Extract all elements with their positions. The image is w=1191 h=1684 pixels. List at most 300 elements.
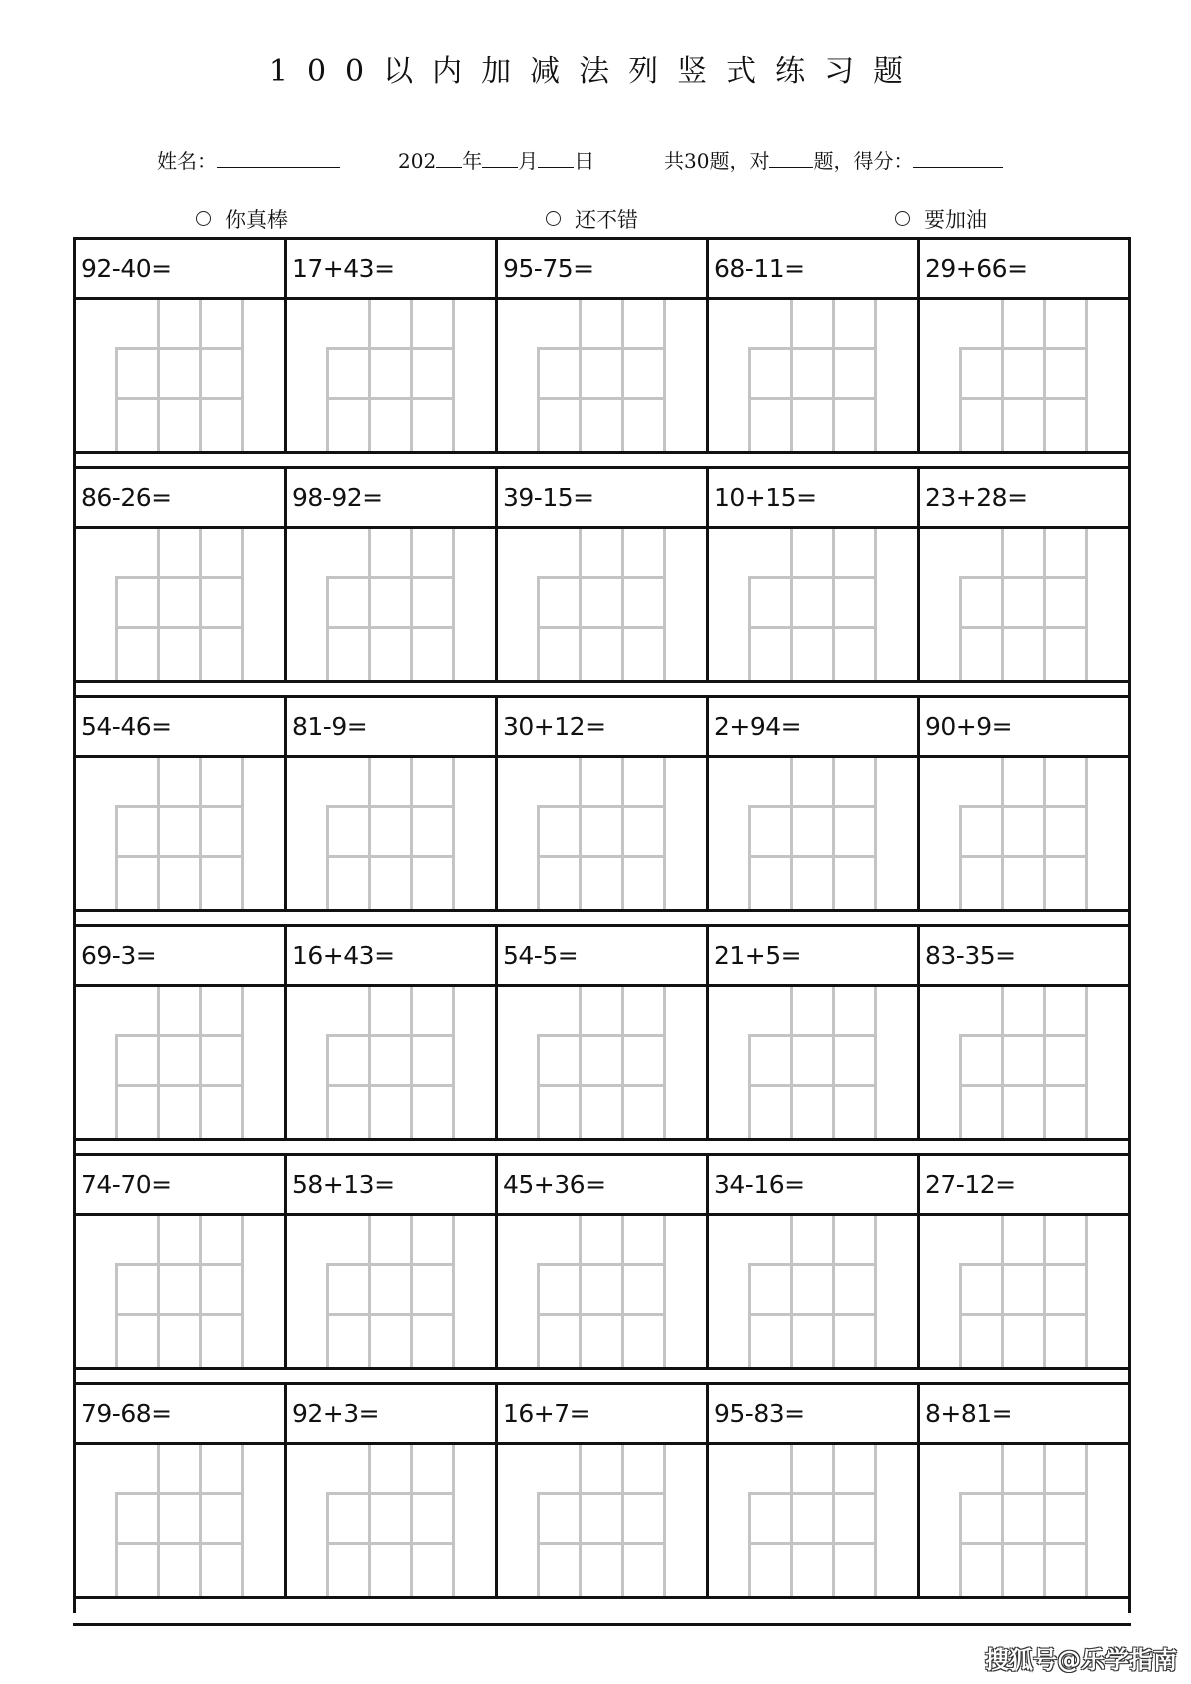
grid-line-vertical: [1085, 987, 1088, 1138]
grid-line-horizontal: [537, 397, 666, 400]
problem-expression: 27-12=: [925, 1170, 1016, 1199]
radio-circle-icon[interactable]: [895, 211, 910, 226]
problem-label-band: [920, 1153, 1128, 1216]
problem-cell: [495, 237, 706, 451]
worksheet-title: 100以内加减法列竖式练习题: [268, 54, 923, 89]
problem-label-band: [76, 1153, 284, 1216]
grid-line-horizontal: [537, 805, 666, 808]
problem-label-band: [709, 924, 917, 987]
grid-line-horizontal: [326, 1313, 455, 1316]
grid-line-horizontal: [115, 397, 244, 400]
grid-line-vertical: [663, 987, 666, 1138]
problem-expression: 98-92=: [292, 483, 383, 512]
problem-expression: 92-40=: [81, 254, 172, 283]
problem-cell: [73, 924, 284, 1138]
vertical-calculation-grid[interactable]: [920, 987, 1128, 1138]
grid-line-vertical: [241, 758, 244, 909]
vertical-calculation-grid[interactable]: [287, 1216, 495, 1367]
problem-cell: [706, 1382, 917, 1596]
grid-line-vertical: [790, 529, 793, 680]
problem-label-band: [498, 466, 706, 529]
grid-line-vertical: [579, 758, 582, 909]
problem-cell: [917, 237, 1131, 451]
grid-line-horizontal: [748, 1542, 877, 1545]
grid-line-vertical: [452, 758, 455, 909]
vertical-calculation-grid[interactable]: [76, 758, 284, 909]
grid-line-vertical: [368, 758, 371, 909]
problem-cell: [284, 466, 495, 680]
vertical-calculation-grid[interactable]: [498, 300, 706, 451]
problem-label-band: [76, 466, 284, 529]
grid-line-horizontal: [959, 1313, 1088, 1316]
grid-line-horizontal: [748, 576, 877, 579]
problem-expression: 8+81=: [925, 1399, 1013, 1428]
vertical-calculation-grid[interactable]: [709, 1216, 917, 1367]
rating-label: 要加油: [924, 208, 987, 232]
problem-label-band: [498, 1382, 706, 1445]
score-blank[interactable]: [913, 149, 1003, 168]
grid-line-vertical: [410, 529, 413, 680]
rating-option-good[interactable]: [546, 204, 638, 234]
grid-line-vertical: [579, 529, 582, 680]
grid-line-horizontal: [748, 1084, 877, 1087]
grid-line-vertical: [1001, 529, 1004, 680]
grid-line-horizontal: [115, 1084, 244, 1087]
problem-label-band: [920, 695, 1128, 758]
grid-line-vertical: [157, 1216, 160, 1367]
grid-line-vertical: [1001, 1445, 1004, 1596]
grid-line-vertical: [368, 1445, 371, 1596]
vertical-calculation-grid[interactable]: [287, 1445, 495, 1596]
problem-expression: 95-83=: [714, 1399, 805, 1428]
rating-option-keep-going[interactable]: [895, 204, 987, 234]
problem-expression: 92+3=: [292, 1399, 380, 1428]
grid-line-vertical: [663, 758, 666, 909]
vertical-calculation-grid[interactable]: [76, 300, 284, 451]
problem-row: [73, 237, 1131, 468]
year-blank[interactable]: [436, 149, 462, 168]
name-label: 姓名：: [157, 149, 217, 173]
problem-cell: [73, 695, 284, 909]
grid-line-vertical: [874, 758, 877, 909]
grid-line-vertical: [452, 529, 455, 680]
grid-line-vertical: [1043, 1445, 1046, 1596]
grid-line-vertical: [663, 300, 666, 451]
name-field: [157, 145, 340, 174]
grid-line-vertical: [452, 1216, 455, 1367]
grid-line-horizontal: [748, 397, 877, 400]
grid-line-vertical: [1085, 300, 1088, 451]
problem-cell: [284, 695, 495, 909]
problem-cell: [706, 466, 917, 680]
rating-label: 你真棒: [225, 208, 288, 232]
problem-cell: [73, 466, 284, 680]
vertical-calculation-grid[interactable]: [709, 300, 917, 451]
problem-expression: 68-11=: [714, 254, 805, 283]
grid-line-vertical: [874, 1216, 877, 1367]
grid-line-horizontal: [959, 1034, 1088, 1037]
grid-line-vertical: [1043, 758, 1046, 909]
grid-line-horizontal: [959, 1084, 1088, 1087]
grid-line-horizontal: [959, 397, 1088, 400]
problem-label-band: [709, 237, 917, 300]
problem-expression: 23+28=: [925, 483, 1028, 512]
grid-line-vertical: [790, 987, 793, 1138]
grid-line-vertical: [790, 1445, 793, 1596]
problem-expression: 30+12=: [503, 712, 606, 741]
problem-cell: [73, 1382, 284, 1596]
problem-label-band: [498, 924, 706, 987]
problem-expression: 45+36=: [503, 1170, 606, 1199]
problem-expression: 39-15=: [503, 483, 594, 512]
correct-count-blank[interactable]: [769, 149, 813, 168]
grid-line-vertical: [1085, 1216, 1088, 1367]
problem-cell: [917, 695, 1131, 909]
problem-cell: [284, 1153, 495, 1367]
grid-line-horizontal: [537, 576, 666, 579]
year-prefix: 202: [398, 149, 437, 173]
grid-line-vertical: [241, 1445, 244, 1596]
problem-label-band: [287, 1153, 495, 1216]
grid-line-horizontal: [115, 576, 244, 579]
grid-line-vertical: [199, 758, 202, 909]
grid-line-horizontal: [115, 805, 244, 808]
vertical-calculation-grid[interactable]: [76, 1216, 284, 1367]
problem-expression: 79-68=: [81, 1399, 172, 1428]
vertical-calculation-grid[interactable]: [498, 529, 706, 680]
problem-expression: 90+9=: [925, 712, 1013, 741]
vertical-calculation-grid[interactable]: [920, 1445, 1128, 1596]
problem-expression: 81-9=: [292, 712, 368, 741]
grid-line-vertical: [1001, 1216, 1004, 1367]
problem-expression: 54-5=: [503, 941, 579, 970]
grid-line-horizontal: [115, 855, 244, 858]
vertical-calculation-grid[interactable]: [709, 758, 917, 909]
grid-line-vertical: [241, 300, 244, 451]
problem-label-band: [76, 924, 284, 987]
problem-cell: [917, 466, 1131, 680]
vertical-calculation-grid[interactable]: [287, 529, 495, 680]
grid-line-horizontal: [537, 1263, 666, 1266]
problem-row: [73, 1153, 1131, 1384]
radio-circle-icon[interactable]: [196, 211, 211, 226]
grid-line-vertical: [241, 1216, 244, 1367]
problem-cell: [917, 1382, 1131, 1596]
grid-line-horizontal: [326, 1034, 455, 1037]
grid-line-vertical: [368, 987, 371, 1138]
row-separator: [73, 1596, 1131, 1613]
grid-line-vertical: [452, 300, 455, 451]
grid-line-vertical: [241, 987, 244, 1138]
problem-row: [73, 466, 1131, 697]
correct-suffix: 题，得分：: [813, 149, 914, 173]
vertical-calculation-grid[interactable]: [498, 1216, 706, 1367]
grid-line-horizontal: [537, 855, 666, 858]
grid-line-vertical: [1001, 300, 1004, 451]
problem-row: [73, 1382, 1131, 1613]
problem-expression: 74-70=: [81, 1170, 172, 1199]
problem-label-band: [287, 1382, 495, 1445]
problem-cell: [284, 237, 495, 451]
problem-label-band: [498, 237, 706, 300]
problem-label-band: [76, 237, 284, 300]
problem-cell: [284, 1382, 495, 1596]
vertical-calculation-grid[interactable]: [498, 1445, 706, 1596]
vertical-calculation-grid[interactable]: [76, 529, 284, 680]
problem-cell: [73, 1153, 284, 1367]
grid-line-vertical: [199, 1216, 202, 1367]
grid-line-horizontal: [537, 1313, 666, 1316]
problem-expression: 10+15=: [714, 483, 817, 512]
problem-expression: 86-26=: [81, 483, 172, 512]
radio-circle-icon[interactable]: [546, 211, 561, 226]
grid-line-vertical: [1001, 987, 1004, 1138]
grid-line-vertical: [579, 1216, 582, 1367]
month-label: 月: [518, 149, 539, 173]
grid-line-horizontal: [537, 626, 666, 629]
grid-line-horizontal: [326, 347, 455, 350]
problem-label-band: [709, 466, 917, 529]
problem-cell: [495, 924, 706, 1138]
problem-cell: [706, 1153, 917, 1367]
problem-label-band: [709, 695, 917, 758]
grid-line-vertical: [241, 529, 244, 680]
vertical-calculation-grid[interactable]: [709, 987, 917, 1138]
grid-line-horizontal: [537, 1034, 666, 1037]
grid-line-vertical: [368, 1216, 371, 1367]
grid-line-vertical: [874, 529, 877, 680]
problem-expression: 95-75=: [503, 254, 594, 283]
problem-cell: [706, 237, 917, 451]
vertical-calculation-grid[interactable]: [920, 1216, 1128, 1367]
grid-line-vertical: [663, 529, 666, 680]
problem-expression: 69-3=: [81, 941, 157, 970]
grid-line-vertical: [157, 1445, 160, 1596]
problem-cell: [706, 695, 917, 909]
problem-expression: 16+7=: [503, 1399, 591, 1428]
table-bottom-border: [73, 1623, 1131, 1626]
grid-line-vertical: [790, 1216, 793, 1367]
problem-label-band: [920, 466, 1128, 529]
problem-expression: 83-35=: [925, 941, 1016, 970]
grid-line-horizontal: [326, 1542, 455, 1545]
grid-line-vertical: [874, 300, 877, 451]
problem-label-band: [287, 695, 495, 758]
grid-line-horizontal: [537, 1492, 666, 1495]
grid-line-vertical: [621, 1216, 624, 1367]
problem-expression: 17+43=: [292, 254, 395, 283]
grid-line-horizontal: [115, 1034, 244, 1037]
grid-line-horizontal: [115, 1492, 244, 1495]
name-blank[interactable]: [217, 149, 340, 168]
grid-line-horizontal: [537, 347, 666, 350]
grid-line-horizontal: [959, 1542, 1088, 1545]
problem-label-band: [287, 924, 495, 987]
grid-line-horizontal: [748, 347, 877, 350]
problem-expression: 29+66=: [925, 254, 1028, 283]
date-field: [398, 145, 594, 174]
grid-line-vertical: [832, 758, 835, 909]
vertical-calculation-grid[interactable]: [76, 987, 284, 1138]
grid-line-vertical: [1085, 529, 1088, 680]
grid-line-horizontal: [959, 626, 1088, 629]
grid-line-vertical: [621, 529, 624, 680]
grid-line-horizontal: [537, 1542, 666, 1545]
vertical-calculation-grid[interactable]: [287, 758, 495, 909]
vertical-calculation-grid[interactable]: [287, 300, 495, 451]
vertical-calculation-grid[interactable]: [287, 987, 495, 1138]
problem-cell: [706, 924, 917, 1138]
vertical-calculation-grid[interactable]: [498, 758, 706, 909]
grid-line-horizontal: [959, 1492, 1088, 1495]
grid-line-vertical: [579, 300, 582, 451]
grid-line-horizontal: [115, 626, 244, 629]
grid-line-vertical: [452, 987, 455, 1138]
problem-label-band: [76, 695, 284, 758]
grid-line-horizontal: [748, 1263, 877, 1266]
grid-line-horizontal: [748, 626, 877, 629]
grid-line-horizontal: [748, 1034, 877, 1037]
vertical-calculation-grid[interactable]: [920, 758, 1128, 909]
problem-row: [73, 924, 1131, 1155]
grid-line-horizontal: [115, 1542, 244, 1545]
grid-line-vertical: [157, 758, 160, 909]
watermark: 搜狐号@乐学指南: [985, 1646, 1177, 1674]
grid-line-vertical: [790, 758, 793, 909]
grid-line-vertical: [621, 300, 624, 451]
problem-cell: [495, 695, 706, 909]
grid-line-horizontal: [115, 347, 244, 350]
day-label: 日: [574, 149, 595, 173]
grid-line-vertical: [621, 987, 624, 1138]
problem-expression: 54-46=: [81, 712, 172, 741]
score-field: [664, 145, 1003, 174]
vertical-calculation-grid[interactable]: [920, 529, 1128, 680]
grid-line-vertical: [579, 987, 582, 1138]
grid-line-horizontal: [326, 1492, 455, 1495]
grid-line-horizontal: [326, 626, 455, 629]
day-blank[interactable]: [538, 149, 574, 168]
problem-label-band: [76, 1382, 284, 1445]
problem-label-band: [498, 1153, 706, 1216]
grid-line-vertical: [157, 300, 160, 451]
grid-line-vertical: [410, 987, 413, 1138]
grid-line-horizontal: [326, 576, 455, 579]
grid-line-vertical: [621, 1445, 624, 1596]
problem-label-band: [920, 924, 1128, 987]
grid-line-vertical: [199, 1445, 202, 1596]
grid-line-vertical: [832, 300, 835, 451]
grid-line-horizontal: [115, 1313, 244, 1316]
grid-line-vertical: [1043, 300, 1046, 451]
problem-expression: 21+5=: [714, 941, 802, 970]
grid-line-vertical: [410, 758, 413, 909]
grid-line-vertical: [157, 987, 160, 1138]
grid-line-vertical: [579, 1445, 582, 1596]
grid-line-vertical: [452, 1445, 455, 1596]
month-blank[interactable]: [482, 149, 518, 168]
grid-line-horizontal: [959, 576, 1088, 579]
total-text: 共30题，对: [664, 149, 770, 173]
problem-cell: [495, 1153, 706, 1367]
grid-line-vertical: [368, 529, 371, 680]
problem-cell: [495, 466, 706, 680]
grid-line-horizontal: [748, 805, 877, 808]
problem-cell: [917, 924, 1131, 1138]
problem-label-band: [287, 466, 495, 529]
grid-line-vertical: [663, 1216, 666, 1367]
grid-line-vertical: [790, 300, 793, 451]
problem-expression: 16+43=: [292, 941, 395, 970]
vertical-calculation-grid[interactable]: [709, 1445, 917, 1596]
grid-line-horizontal: [326, 805, 455, 808]
grid-line-vertical: [1043, 1216, 1046, 1367]
grid-line-vertical: [874, 1445, 877, 1596]
vertical-calculation-grid[interactable]: [76, 1445, 284, 1596]
grid-line-horizontal: [326, 855, 455, 858]
grid-line-horizontal: [959, 805, 1088, 808]
rating-label: 还不错: [575, 208, 638, 232]
grid-line-horizontal: [326, 1084, 455, 1087]
problem-cell: [495, 1382, 706, 1596]
vertical-calculation-grid[interactable]: [498, 987, 706, 1138]
problem-label-band: [709, 1153, 917, 1216]
problem-label-band: [498, 695, 706, 758]
grid-line-vertical: [199, 987, 202, 1138]
grid-line-vertical: [663, 1445, 666, 1596]
grid-line-vertical: [1043, 529, 1046, 680]
grid-line-vertical: [410, 1216, 413, 1367]
problem-cell: [73, 237, 284, 451]
grid-line-vertical: [1043, 987, 1046, 1138]
problem-expression: 2+94=: [714, 712, 802, 741]
grid-line-vertical: [832, 529, 835, 680]
problem-label-band: [287, 237, 495, 300]
problem-label-band: [920, 237, 1128, 300]
grid-line-vertical: [368, 300, 371, 451]
grid-line-vertical: [410, 300, 413, 451]
grid-line-vertical: [874, 987, 877, 1138]
problem-cell: [284, 924, 495, 1138]
grid-line-horizontal: [748, 855, 877, 858]
problem-label-band: [709, 1382, 917, 1445]
grid-line-horizontal: [115, 1263, 244, 1266]
vertical-calculation-grid[interactable]: [709, 529, 917, 680]
year-label: 年: [462, 149, 483, 173]
problem-expression: 58+13=: [292, 1170, 395, 1199]
grid-line-vertical: [1085, 1445, 1088, 1596]
problem-label-band: [920, 1382, 1128, 1445]
grid-line-vertical: [199, 529, 202, 680]
grid-line-horizontal: [959, 1263, 1088, 1266]
vertical-calculation-grid[interactable]: [920, 300, 1128, 451]
rating-option-great[interactable]: [196, 204, 288, 234]
grid-line-vertical: [1001, 758, 1004, 909]
grid-line-vertical: [832, 987, 835, 1138]
grid-line-horizontal: [748, 1313, 877, 1316]
problem-cell: [917, 1153, 1131, 1367]
grid-line-horizontal: [326, 1263, 455, 1266]
grid-line-horizontal: [959, 855, 1088, 858]
grid-line-horizontal: [959, 347, 1088, 350]
grid-line-vertical: [157, 529, 160, 680]
grid-line-vertical: [199, 300, 202, 451]
grid-line-vertical: [621, 758, 624, 909]
problem-expression: 34-16=: [714, 1170, 805, 1199]
grid-line-horizontal: [326, 397, 455, 400]
grid-line-horizontal: [537, 1084, 666, 1087]
grid-line-vertical: [832, 1216, 835, 1367]
